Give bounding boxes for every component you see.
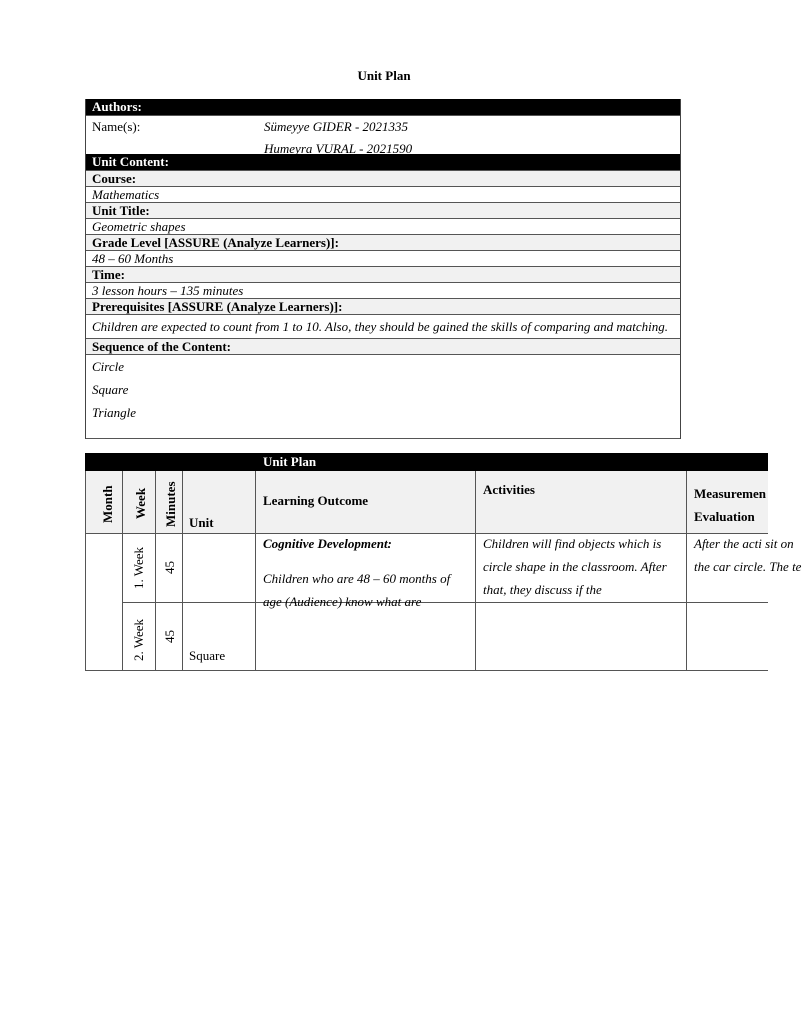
author-name: Humeyra VURAL - 2021590 bbox=[264, 141, 413, 156]
unit-cell bbox=[183, 534, 256, 603]
authors-row bbox=[86, 115, 680, 154]
unit-cell: Square bbox=[183, 603, 256, 671]
sequence-list bbox=[86, 354, 680, 439]
sequence-item: Triangle bbox=[92, 405, 137, 420]
grade-level-value: 48 – 60 Months bbox=[86, 250, 680, 266]
minutes-cell: 45 bbox=[156, 603, 183, 671]
page-title: Unit Plan bbox=[357, 68, 411, 83]
unit-content-header: Unit Content: bbox=[86, 154, 680, 170]
course-value: Mathematics bbox=[86, 186, 680, 202]
activities-cell bbox=[476, 603, 687, 671]
authors-header: Authors: bbox=[86, 99, 680, 115]
measurement-cell: After the acti sit on the car circle. The te bbox=[687, 534, 768, 603]
sequence-item: Square bbox=[92, 382, 129, 397]
author-names bbox=[264, 116, 412, 154]
sequence-label: Sequence of the Content: bbox=[86, 338, 680, 354]
unit-plan-header: Unit Plan bbox=[85, 453, 768, 471]
unit-info-table bbox=[85, 99, 681, 439]
week-cell: 1. Week bbox=[123, 534, 156, 603]
prerequisites-value: Children are expected to count from 1 to 10. Also, they should be gained the skills of comparing and matching. bbox=[86, 314, 680, 338]
week-header: Week bbox=[123, 471, 156, 534]
unit-title-value: Geometric shapes bbox=[86, 218, 680, 234]
activities-header: Activities bbox=[476, 471, 687, 534]
unit-header: Unit bbox=[183, 471, 256, 534]
time-label: Time: bbox=[86, 266, 680, 282]
time-value: 3 lesson hours – 135 minutes bbox=[86, 282, 680, 298]
unit-title-label: Unit Title: bbox=[86, 202, 680, 218]
course-label: Course: bbox=[86, 170, 680, 186]
learning-outcome-cell bbox=[256, 603, 476, 671]
learning-outcome-cell: Cognitive Development: Children who are 48 – 60 months of age (Audience) know what are bbox=[256, 534, 476, 603]
measurement-header: Measuremen Evaluation bbox=[687, 471, 768, 534]
week-cell: 2. Week bbox=[123, 603, 156, 671]
learning-outcome-header: Learning Outcome bbox=[256, 471, 476, 534]
names-label: Name(s): bbox=[92, 119, 141, 134]
month-cell bbox=[85, 534, 123, 671]
measurement-cell bbox=[687, 603, 768, 671]
author-name: Sümeyye GIDER - 2021335 bbox=[264, 119, 409, 134]
minutes-header: Minutes bbox=[156, 471, 183, 534]
sequence-item: Circle bbox=[92, 359, 125, 374]
prerequisites-label: Prerequisites [ASSURE (Analyze Learners)]: bbox=[86, 298, 680, 314]
grade-level-label: Grade Level [ASSURE (Analyze Learners)]: bbox=[86, 234, 680, 250]
month-header: Month bbox=[85, 471, 123, 534]
activities-cell: Children will find objects which is circle shape in the classroom. After that, they discuss if the bbox=[476, 534, 687, 603]
minutes-cell: 45 bbox=[156, 534, 183, 603]
